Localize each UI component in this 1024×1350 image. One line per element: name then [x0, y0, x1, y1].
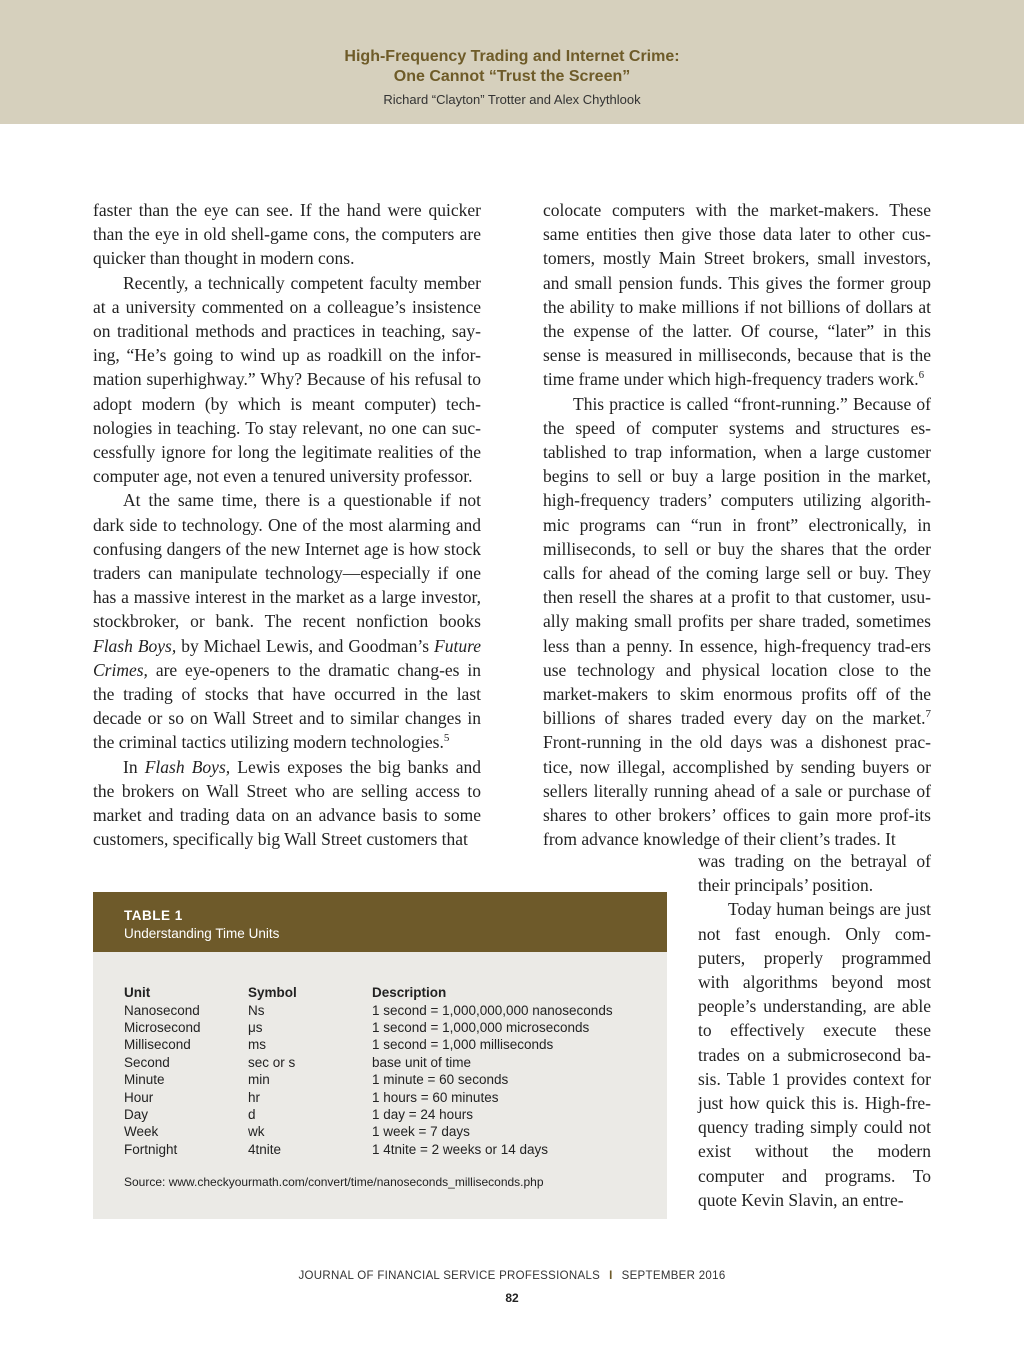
- table-cell: Day: [124, 1106, 149, 1122]
- table-cell: ms: [248, 1037, 266, 1053]
- column-header: Unit: [124, 985, 151, 1001]
- table-cell: Ns: [248, 1002, 265, 1018]
- table-cell: 1 day = 24 hours: [372, 1106, 473, 1122]
- book-title: Flash Boys,: [144, 756, 231, 777]
- table-row: [124, 1071, 613, 1088]
- table-cell: wk: [248, 1124, 265, 1140]
- time-units-table: [93, 892, 667, 1219]
- table-header-bar: [93, 892, 667, 952]
- table-row: [124, 1106, 613, 1123]
- table-cell: min: [248, 1072, 270, 1088]
- footnote-reference: 5: [443, 732, 450, 745]
- table-cell: Millisecond: [124, 1037, 191, 1053]
- table-cell: 1 second = 1,000 milliseconds: [372, 1037, 554, 1053]
- article-authors: Richard “Clayton” Trotter and Alex Chythlook: [383, 92, 641, 107]
- table-row: [124, 1054, 613, 1071]
- table-cell: Hour: [124, 1089, 154, 1105]
- paragraph-text: by Michael Lewis, and Goodman’s: [176, 635, 435, 656]
- journal-name: JOURNAL OF FINANCIAL SERVICE PROFESSIONALS: [298, 1270, 601, 1282]
- table-cell: Nanosecond: [124, 1002, 200, 1018]
- table-cell: base unit of time: [372, 1054, 472, 1070]
- table-cell: Fortnight: [124, 1141, 178, 1157]
- issue-date: SEPTEMBER 2016: [621, 1270, 726, 1282]
- table-cell: Microsecond: [124, 1019, 201, 1035]
- table-cell: Minute: [124, 1072, 165, 1088]
- article-title-line-2: One Cannot “Trust the Screen”: [393, 68, 631, 85]
- footer-separator: I: [609, 1270, 613, 1282]
- paragraph-text: Front-running in the old days was a dishonest prac-tice, now illegal, accomplished by sending buyers or sellers literally running ahead of a sale or purchase of shares to other brokers’ offices to gain more prof-its from advance knowledge of their client’s trades. It: [543, 732, 931, 850]
- table-label: TABLE 1: [124, 908, 183, 923]
- paragraph: Today human beings are just not fast enough. Only com-puters, properly programmed with algorithms beyond most people’s understanding, are able to effectively execute these trades on a submicrosecond ba-sis. Table 1 provides context for just how quick this is. High-fre-quency trading simply could not exist without the modern computer and programs. To quote Kevin Slavin, an entre-: [698, 899, 931, 1210]
- paragraph: faster than the eye can see. If the hand were quicker than the eye in old shell-game cons, the computers are quicker than thought in modern cons.: [93, 200, 481, 269]
- running-header: [0, 0, 1024, 124]
- book-title: Future Crimes,: [93, 635, 481, 680]
- paragraph-text: Lewis exposes the big banks and the brokers on Wall Street who are selling access to market and trading data on an advance basis to some customers, specifically big Wall Street customers that: [93, 756, 482, 850]
- table-cell: hr: [248, 1089, 261, 1105]
- paragraph: [93, 755, 481, 852]
- left-text-column: [93, 198, 481, 851]
- table-cell: d: [248, 1106, 256, 1122]
- table-cell: sec or s: [248, 1054, 296, 1070]
- table-cell: Second: [124, 1054, 170, 1070]
- table-cell: 1 second = 1,000,000,000 nanoseconds: [372, 1002, 613, 1018]
- table-row: [124, 1019, 613, 1036]
- right-text-column-continued: [698, 849, 931, 1212]
- paragraph: [543, 198, 931, 392]
- table-cell: 1 second = 1,000,000 microseconds: [372, 1019, 590, 1035]
- paragraph-text: In: [123, 756, 145, 777]
- book-title: Flash Boys,: [93, 635, 177, 656]
- table-cell: 1 week = 7 days: [372, 1124, 470, 1140]
- paragraph: [543, 392, 931, 852]
- table-row: [124, 1123, 613, 1140]
- table-row: [124, 1001, 613, 1018]
- table-row: [124, 1141, 613, 1158]
- table-source-note: Source: www.checkyourmath.com/convert/time/nanoseconds_milliseconds.php: [124, 1175, 544, 1189]
- paragraph-text: This practice is called “front-running.” Because of the speed of computer systems and structures es-tablished to trap information, when a large customer begins to sell or buy a large position in the market, high-frequency traders’ computers utilizing algorith-mic programs can “run in front” electronically, in milliseconds, to sell or buy the shares that the order calls for ahead of the coming large sell or buy. They then resell the shares at a profit to that customer, usu-ally making small profits per share traded, sometimes less than a penny. In essence, high-frequency trad-ers use technology and physical location close to the market-makers to skim enormous profits off of the billions of shares traded every day on the market.: [543, 393, 931, 729]
- table-cell: μs: [248, 1019, 263, 1035]
- table-cell: 4tnite: [248, 1141, 282, 1157]
- table-row: [124, 1036, 613, 1053]
- paragraph-text: At the same time, there is a questionable if not dark side to technology. One of the most alarming and confusing dangers of the new Internet age is how stock traders can manipulate technology—especially if one has a massive interest in the market as a large investor, stockbroker, or bank. The recent nonfiction books: [93, 490, 481, 632]
- footnote-reference: 6: [918, 369, 925, 382]
- table-subtitle: Understanding Time Units: [124, 926, 280, 941]
- table-cell: 1 minute = 60 seconds: [372, 1072, 509, 1088]
- paragraph-text: are eye-openers to the dramatic chang-es in the trading of stocks that have occurred in the last decade or so on Wall Street and to similar changes in the criminal tactics utilizing modern technologies.: [93, 659, 481, 753]
- paragraph: [93, 488, 481, 754]
- table-cell: Week: [124, 1124, 159, 1140]
- table-row: [124, 1088, 613, 1105]
- column-header: Symbol: [248, 985, 297, 1001]
- table-header-row: [124, 984, 613, 1001]
- page-number: 82: [505, 1291, 519, 1305]
- paragraph: Recently, a technically competent faculty member at a university commented on a colleague’s insistence on traditional methods and practices in teaching, say-ing, “He’s going to wind up as roadkill on the infor-mation superhighway.” Why? Because of his refusal to adopt modern (by which is meant computer) tech-nologies in teaching. To stay relevant, no one can suc-cessfully ignore for long the legitimate realities of the computer age, not even a tenured university professor.: [93, 272, 481, 487]
- table-cell: 1 hours = 60 minutes: [372, 1089, 499, 1105]
- article-title-line-1: High-Frequency Trading and Internet Crime:: [344, 48, 680, 65]
- page-footer: [0, 1270, 1024, 1282]
- paragraph: was trading on the betrayal of their principals’ position.: [698, 851, 931, 896]
- units-table: [124, 984, 613, 1158]
- right-text-column: [543, 198, 931, 851]
- table-cell: 1 4tnite = 2 weeks or 14 days: [372, 1141, 548, 1157]
- column-header: Description: [372, 985, 447, 1001]
- paragraph-text: colocate computers with the market-makers. These same entities then give those data later to other cus-tomers, mostly Main Street brokers, small investors, and small pension funds. This gives the former group the ability to make millions if not billions of dollars at the expense of the latter. Of course, “later” in this sense is measured in milliseconds, because that is the time frame under which high-frequency traders work.: [543, 200, 931, 390]
- footnote-reference: 7: [925, 708, 931, 721]
